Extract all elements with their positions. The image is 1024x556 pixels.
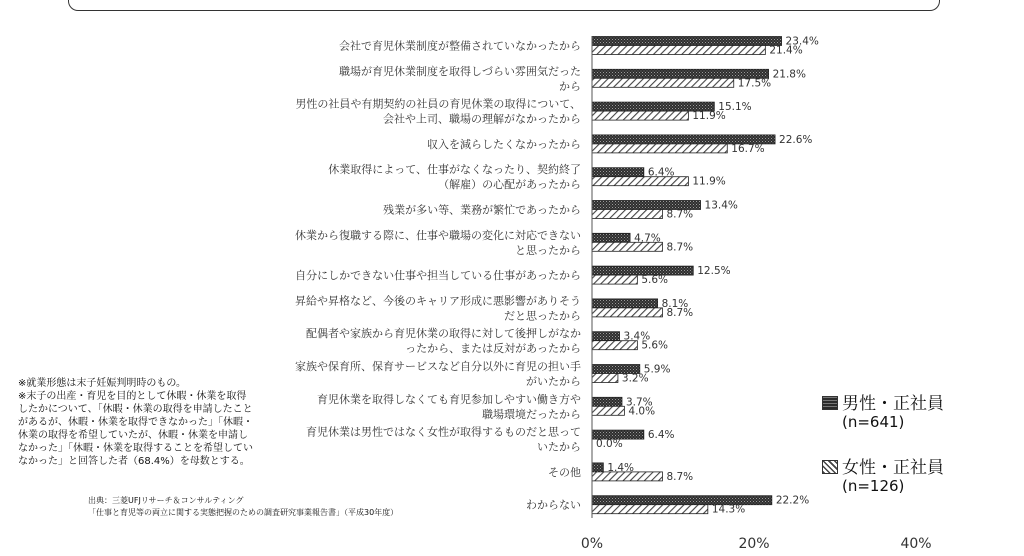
category-label: いたから: [537, 440, 581, 454]
bar-female: [592, 46, 765, 55]
footnote-line: ※末子の出産・育児を目的として休暇・休業を取得: [18, 391, 247, 402]
category-label: 会社や上司、職場の理解がなかったから: [383, 112, 581, 126]
value-label-male: 4.7%: [634, 232, 661, 245]
legend-swatch-male: [822, 396, 838, 410]
value-label-female: 8.7%: [666, 208, 694, 221]
category-label: と思ったから: [515, 243, 581, 257]
category-label: だと思ったから: [504, 309, 581, 323]
bar-female: [592, 308, 662, 317]
value-label-female: 8.7%: [666, 241, 694, 254]
value-label-male: 8.1%: [661, 297, 689, 310]
bar-male: [592, 463, 603, 472]
value-label-female: 4.0%: [628, 405, 656, 418]
category-label: から: [559, 79, 581, 93]
value-label-female: 8.7%: [666, 470, 694, 483]
bar-female: [592, 210, 662, 219]
legend-label-female: 女性・正社員: [842, 458, 944, 478]
legend-item-female: [818, 452, 1018, 516]
value-label-male: 6.4%: [647, 166, 675, 179]
bar-female: [592, 144, 727, 153]
value-label-male: 3.4%: [623, 330, 651, 343]
bar-female: [592, 374, 618, 383]
bar-female: [592, 275, 637, 284]
category-label: 育児休業を取得しなくても育児参加しやすい働き方や: [317, 392, 581, 406]
value-label-female: 5.6%: [641, 274, 669, 287]
category-label: （解雇）の心配があったから: [438, 178, 581, 192]
value-label-female: 5.6%: [641, 339, 669, 352]
bar-female: [592, 111, 688, 120]
value-label-male: 13.4%: [704, 199, 738, 212]
value-label-female: 14.3%: [711, 503, 746, 516]
value-label-female: 11.9%: [692, 110, 726, 123]
bar-female: [592, 505, 708, 514]
category-label: 昇給や昇格など、今後のキャリア形成に悪影響がありそう: [295, 294, 581, 308]
value-label-female: 16.7%: [731, 142, 765, 155]
category-label: 職場環境だったから: [482, 407, 581, 421]
source-line: 「仕事と育児等の両立に関する実態把握のための調査研究事業報告書」（平成30年度）: [88, 508, 399, 517]
category-label: 休業から復職する際に、仕事や職場の変化に対応できない: [295, 228, 581, 242]
value-label-male: 15.1%: [718, 101, 752, 114]
source-line: 出典：三菱UFJリサーチ＆コンサルティング: [88, 496, 244, 505]
legend-n-female: (n=126): [842, 477, 905, 495]
value-label-male: 23.4%: [785, 35, 819, 48]
value-label-female: 17.5%: [737, 77, 772, 90]
category-label: がいたから: [526, 375, 581, 388]
x-tick-label: 40%: [900, 536, 932, 552]
category-label: 育児休業は男性ではなく女性が取得するものだと思って: [306, 425, 581, 439]
source-citation: [88, 495, 468, 519]
footnote-line: があるが、休暇・休業を取得できなかった」「休暇・: [18, 417, 253, 428]
value-label-female: 8.7%: [666, 306, 694, 319]
bar-male: [592, 233, 630, 242]
value-label-male: 21.8%: [772, 68, 806, 81]
legend: [818, 388, 1018, 516]
category-label: 残業が多い等、業務が繁忙であったから: [383, 203, 581, 217]
value-label-female: 0.0%: [596, 438, 623, 451]
footnote-line: 休業の取得を希望していたが、休暇・休業を申請し: [18, 430, 248, 441]
legend-item-male: [818, 388, 1018, 452]
category-label: ったから、または反対があったから: [405, 342, 581, 356]
category-label: 会社で育児休業制度が整備されていなかったから: [339, 39, 581, 53]
bar-male: [592, 37, 782, 46]
bar-female: [592, 78, 734, 87]
bar-male: [592, 168, 644, 177]
category-label: わからない: [526, 498, 581, 512]
footnote-line: なかった」「休暇・休業を取得することを希望してい: [18, 443, 253, 454]
value-label-male: 12.5%: [697, 265, 731, 278]
bar-male: [592, 397, 622, 406]
footnotes: [18, 377, 268, 468]
legend-label-male: 男性・正社員: [842, 394, 944, 414]
value-label-male: 6.4%: [647, 429, 675, 442]
x-tick-label: 20%: [738, 536, 770, 552]
value-label-female: 21.4%: [769, 44, 803, 57]
category-label: 休業取得によって、仕事がなくなったり、契約終了: [328, 163, 581, 177]
category-label: その他: [548, 465, 581, 479]
footnote-line: ※就業形態は末子妊娠判明時のもの。: [18, 378, 186, 389]
value-label-female: 11.9%: [692, 175, 726, 188]
legend-swatch-female: [822, 460, 838, 474]
footnote-line: なかった」と回答した者（68.4%）を母数とする。: [18, 456, 250, 467]
x-tick-label: 0%: [580, 536, 604, 552]
category-label: 配偶者や家族から育児休業の取得に対して後押しがなか: [306, 327, 581, 341]
bar-female: [592, 406, 624, 415]
value-label-female: 3.2%: [621, 372, 649, 385]
category-label: 自分にしかできない仕事や担当している仕事があったから: [295, 269, 581, 283]
value-label-male: 22.2%: [775, 494, 810, 507]
bar-male: [592, 299, 658, 308]
category-label: 家族や保育所、保育サービスなど自分以外に育児の担い手: [295, 360, 581, 373]
category-label: 男性の社員や有期契約の社員の育児休業の取得について、: [295, 97, 581, 111]
footnote-line: したかについて、「休暇・休業の取得を申請したこと: [18, 404, 253, 415]
value-label-male: 1.4%: [607, 461, 635, 474]
category-label: 収入を減らしたくなかったから: [427, 137, 581, 151]
category-label: 職場が育児休業制度を取得しづらい雰囲気だった: [339, 64, 581, 78]
bar-male: [592, 332, 620, 341]
legend-n-male: (n=641): [842, 413, 905, 431]
value-label-male: 22.6%: [779, 133, 813, 146]
value-label-male: 5.9%: [643, 363, 671, 376]
value-label-male: 3.7%: [625, 396, 653, 409]
